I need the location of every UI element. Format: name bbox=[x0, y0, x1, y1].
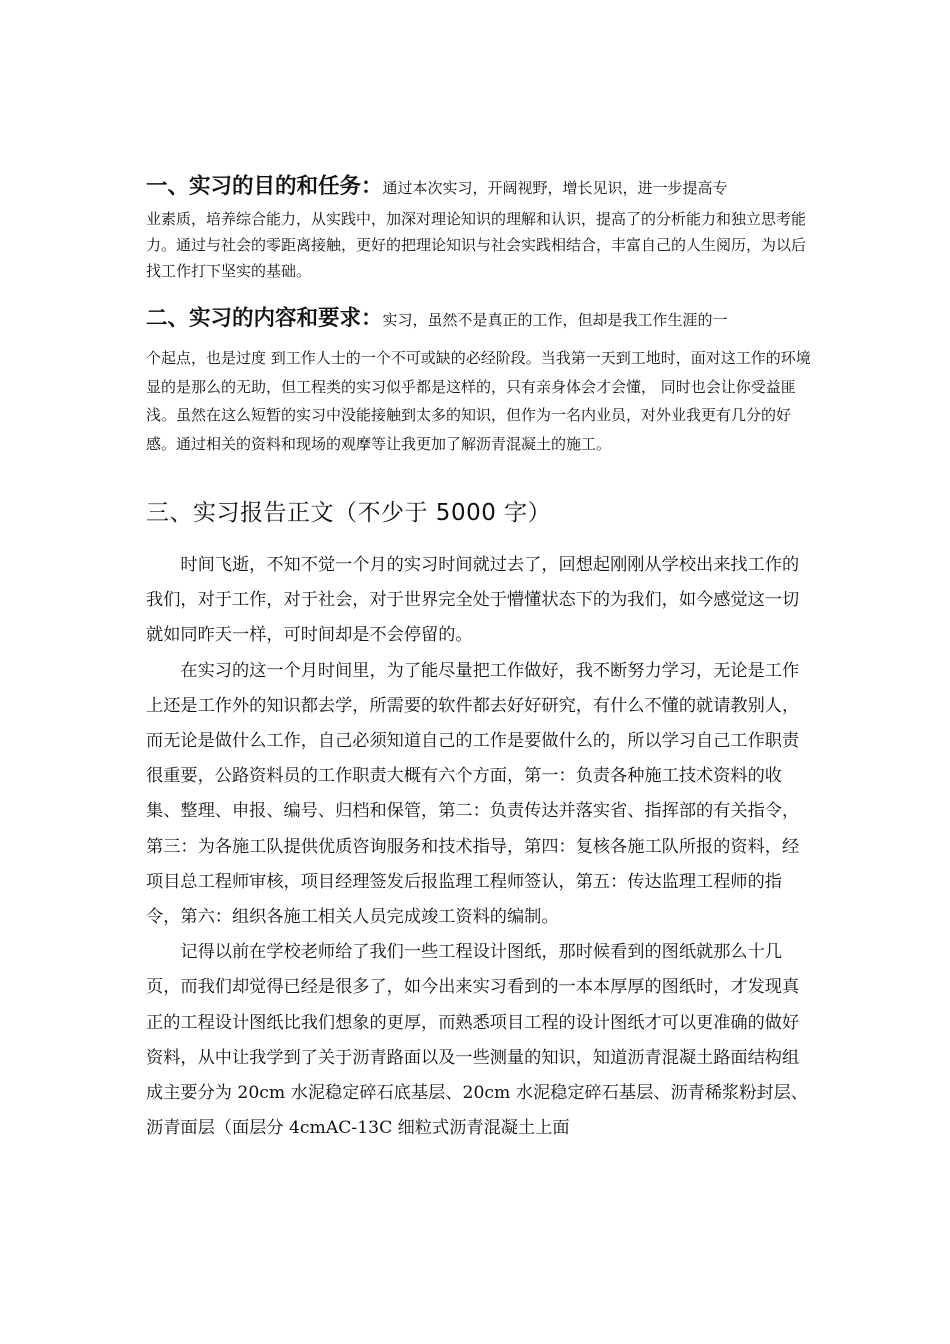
section-purpose bbox=[146, 170, 814, 284]
section-purpose-title: 一、实习的目的和任务： bbox=[146, 174, 383, 199]
section-report bbox=[146, 494, 814, 1146]
section-content-heading bbox=[146, 298, 814, 341]
section-content-title: 二、实习的内容和要求： bbox=[146, 306, 383, 331]
section-purpose-lead-text: 通过本次实习，开阔视野，增长见识，进一步提高专 bbox=[382, 179, 728, 197]
section-content-lead-text: 实习，虽然不是真正的工作，但却是我工作生涯的一 bbox=[382, 311, 728, 329]
section-report-body bbox=[146, 548, 814, 1146]
paragraph: 时间飞逝，不知不觉一个月的实习时间就过去了，回想起刚刚从学校出来找工作的我们，对于工作，对于社会，对于世界完全处于懵懂状态下的为我们，如今感觉这一切就如同昨天一样，可时间却是不会停留的。 bbox=[146, 555, 800, 646]
paragraph: 在实习的这一个月时间里，为了能尽量把工作做好，我不断努力学习，无论是工作上还是工作外的知识都去学，所需要的软件都去好好研究，有什么不懂的就请教别人，而无论是做什么工作，自己必须知道自己的工作是要做什么的，所以学习自己工作职责很重要，公路资料员的工作职责大概有六个方面，第一：负责各种施工技术资料的收集、整理、申报、编号、归档和保管，第二：负责传达并落实省、指挥部的有关指令，第三：为各施工队提供优质咨询服务和技术指导，第四：复核各施工队所报的资料，经项目总工程师审核，项目经理签发后报监理工程师签认，第五：传达监理工程师的指令，第六：组织各施工相关人员完成竣工资料的编制。 bbox=[146, 660, 800, 928]
section-purpose-body: 业素质，培养综合能力，从实践中，加深对理论知识的理解和认识，提高了的分析能力和独立思考能力。通过与社会的零距离接触，更好的把理论知识与社会实践相结合，丰富自己的人生阅历，为以后找工作打下坚实的基础。 bbox=[146, 210, 807, 280]
section-content bbox=[146, 298, 814, 458]
paragraph: 记得以前在学校老师给了我们一些工程设计图纸，那时候看到的图纸就那么十几页，而我们却觉得已经是很多了，如今出来实习看到的一本本厚厚的图纸时，才发现真正的工程设计图纸比我们想象的更厚，而熟悉项目工程的设计图纸才可以更准确的做好资料，从中让我学到了关于沥青路面以及一些测量的知识，知道沥青混凝土路面结构组成主要分为 20cm 水泥稳定碎石底基层、20cm 水泥稳定碎石基层、沥青稀浆粉封层、沥青面层（面层分 4cmAC-13C 细粒式沥青混凝土上面 bbox=[146, 942, 808, 1139]
section-purpose-heading bbox=[146, 170, 814, 205]
section-content-body: 个起点，也是过度 到工作人士的一个不可或缺的必经阶段。当我第一天到工地时，面对这工作的环境显的是那么的无助，但工程类的实习似乎都是这样的，只有亲身体会才会懂， 同时也会让你受益匪浅。虽然在这么短暂的实习中没能接触到太多的知识，但作为一名内业员，对外业我更有几分的好感。通过相关的资料和现场的观摩等让我更加了解沥青混凝土的施工。 bbox=[146, 349, 811, 453]
section-report-heading: 三、实习报告正文（不少于 5000 字） bbox=[146, 500, 552, 526]
